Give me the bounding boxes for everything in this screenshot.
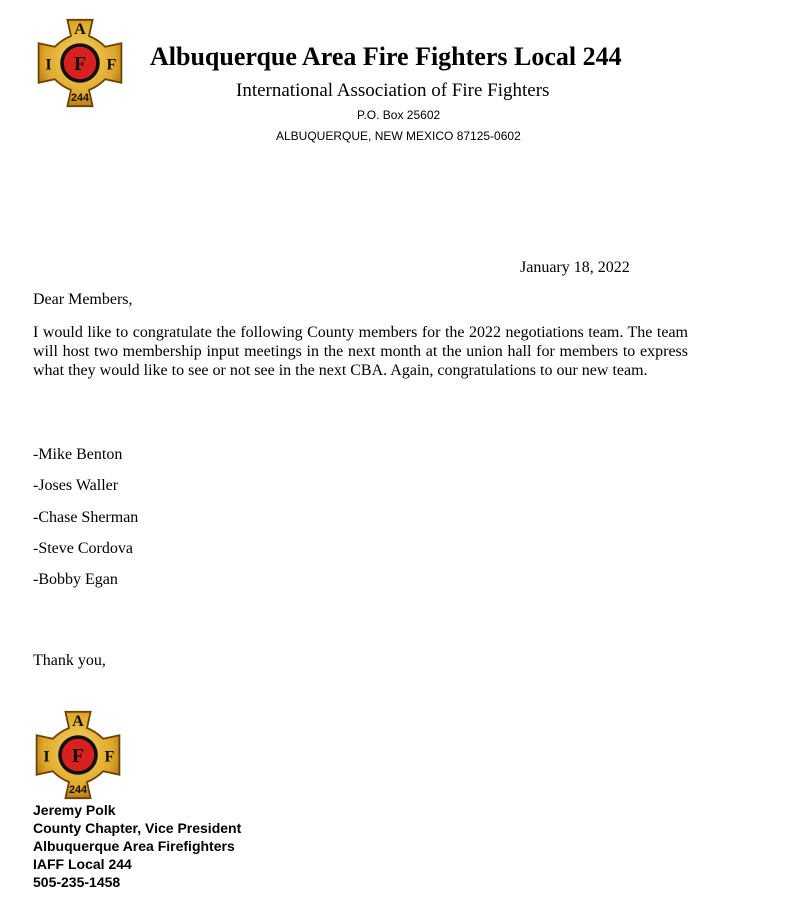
logo-letter-a: A — [74, 20, 86, 39]
logo-letter-f-right: F — [106, 55, 117, 74]
iaff-signature-logo-icon — [33, 710, 123, 800]
iaff-logo-icon — [35, 18, 125, 108]
letterhead-subtitle: International Association of Fire Fighters — [236, 80, 550, 101]
member-item: -Bobby Egan — [33, 571, 118, 588]
member-item: -Mike Benton — [33, 446, 123, 463]
member-item: -Joses Waller — [33, 477, 119, 494]
letter-salutation: Dear Members, — [33, 291, 133, 308]
letter-closing: Thank you, — [33, 652, 106, 669]
logo-number: 244 — [71, 91, 89, 104]
signature-title: County Chapter, Vice President — [33, 820, 242, 836]
signature-phone: 505-235-1458 — [33, 874, 121, 890]
logo-letter-f-center: F — [73, 53, 87, 76]
sig-logo-letter-f-center: F — [71, 745, 85, 768]
sig-logo-letter-f-right: F — [104, 747, 115, 766]
letterhead-address: ALBUQUERQUE, NEW MEXICO 87125-0602 — [276, 129, 521, 143]
signature-name: Jeremy Polk — [33, 802, 116, 818]
letter-date: January 18, 2022 — [520, 259, 630, 276]
member-item: -Chase Sherman — [33, 509, 139, 526]
signature-organization: Albuquerque Area Firefighters — [33, 838, 235, 854]
letterhead-title: Albuquerque Area Fire Fighters Local 244 — [150, 42, 622, 71]
signature-local: IAFF Local 244 — [33, 856, 132, 872]
logo-letter-i: I — [45, 55, 52, 74]
sig-logo-letter-i: I — [43, 747, 50, 766]
member-item: -Steve Cordova — [33, 540, 133, 557]
letter-body: I would like to congratulate the following County members for the 2022 negotiations team. The team will host two membership input meetings in the next month at the union hall for members to express what they would like to see or not see in the next CBA. Again, congratulations to our new team. — [33, 324, 688, 379]
sig-logo-number: 244 — [69, 783, 87, 796]
letterhead-po-box: P.O. Box 25602 — [357, 108, 441, 122]
sig-logo-letter-a: A — [72, 712, 84, 731]
